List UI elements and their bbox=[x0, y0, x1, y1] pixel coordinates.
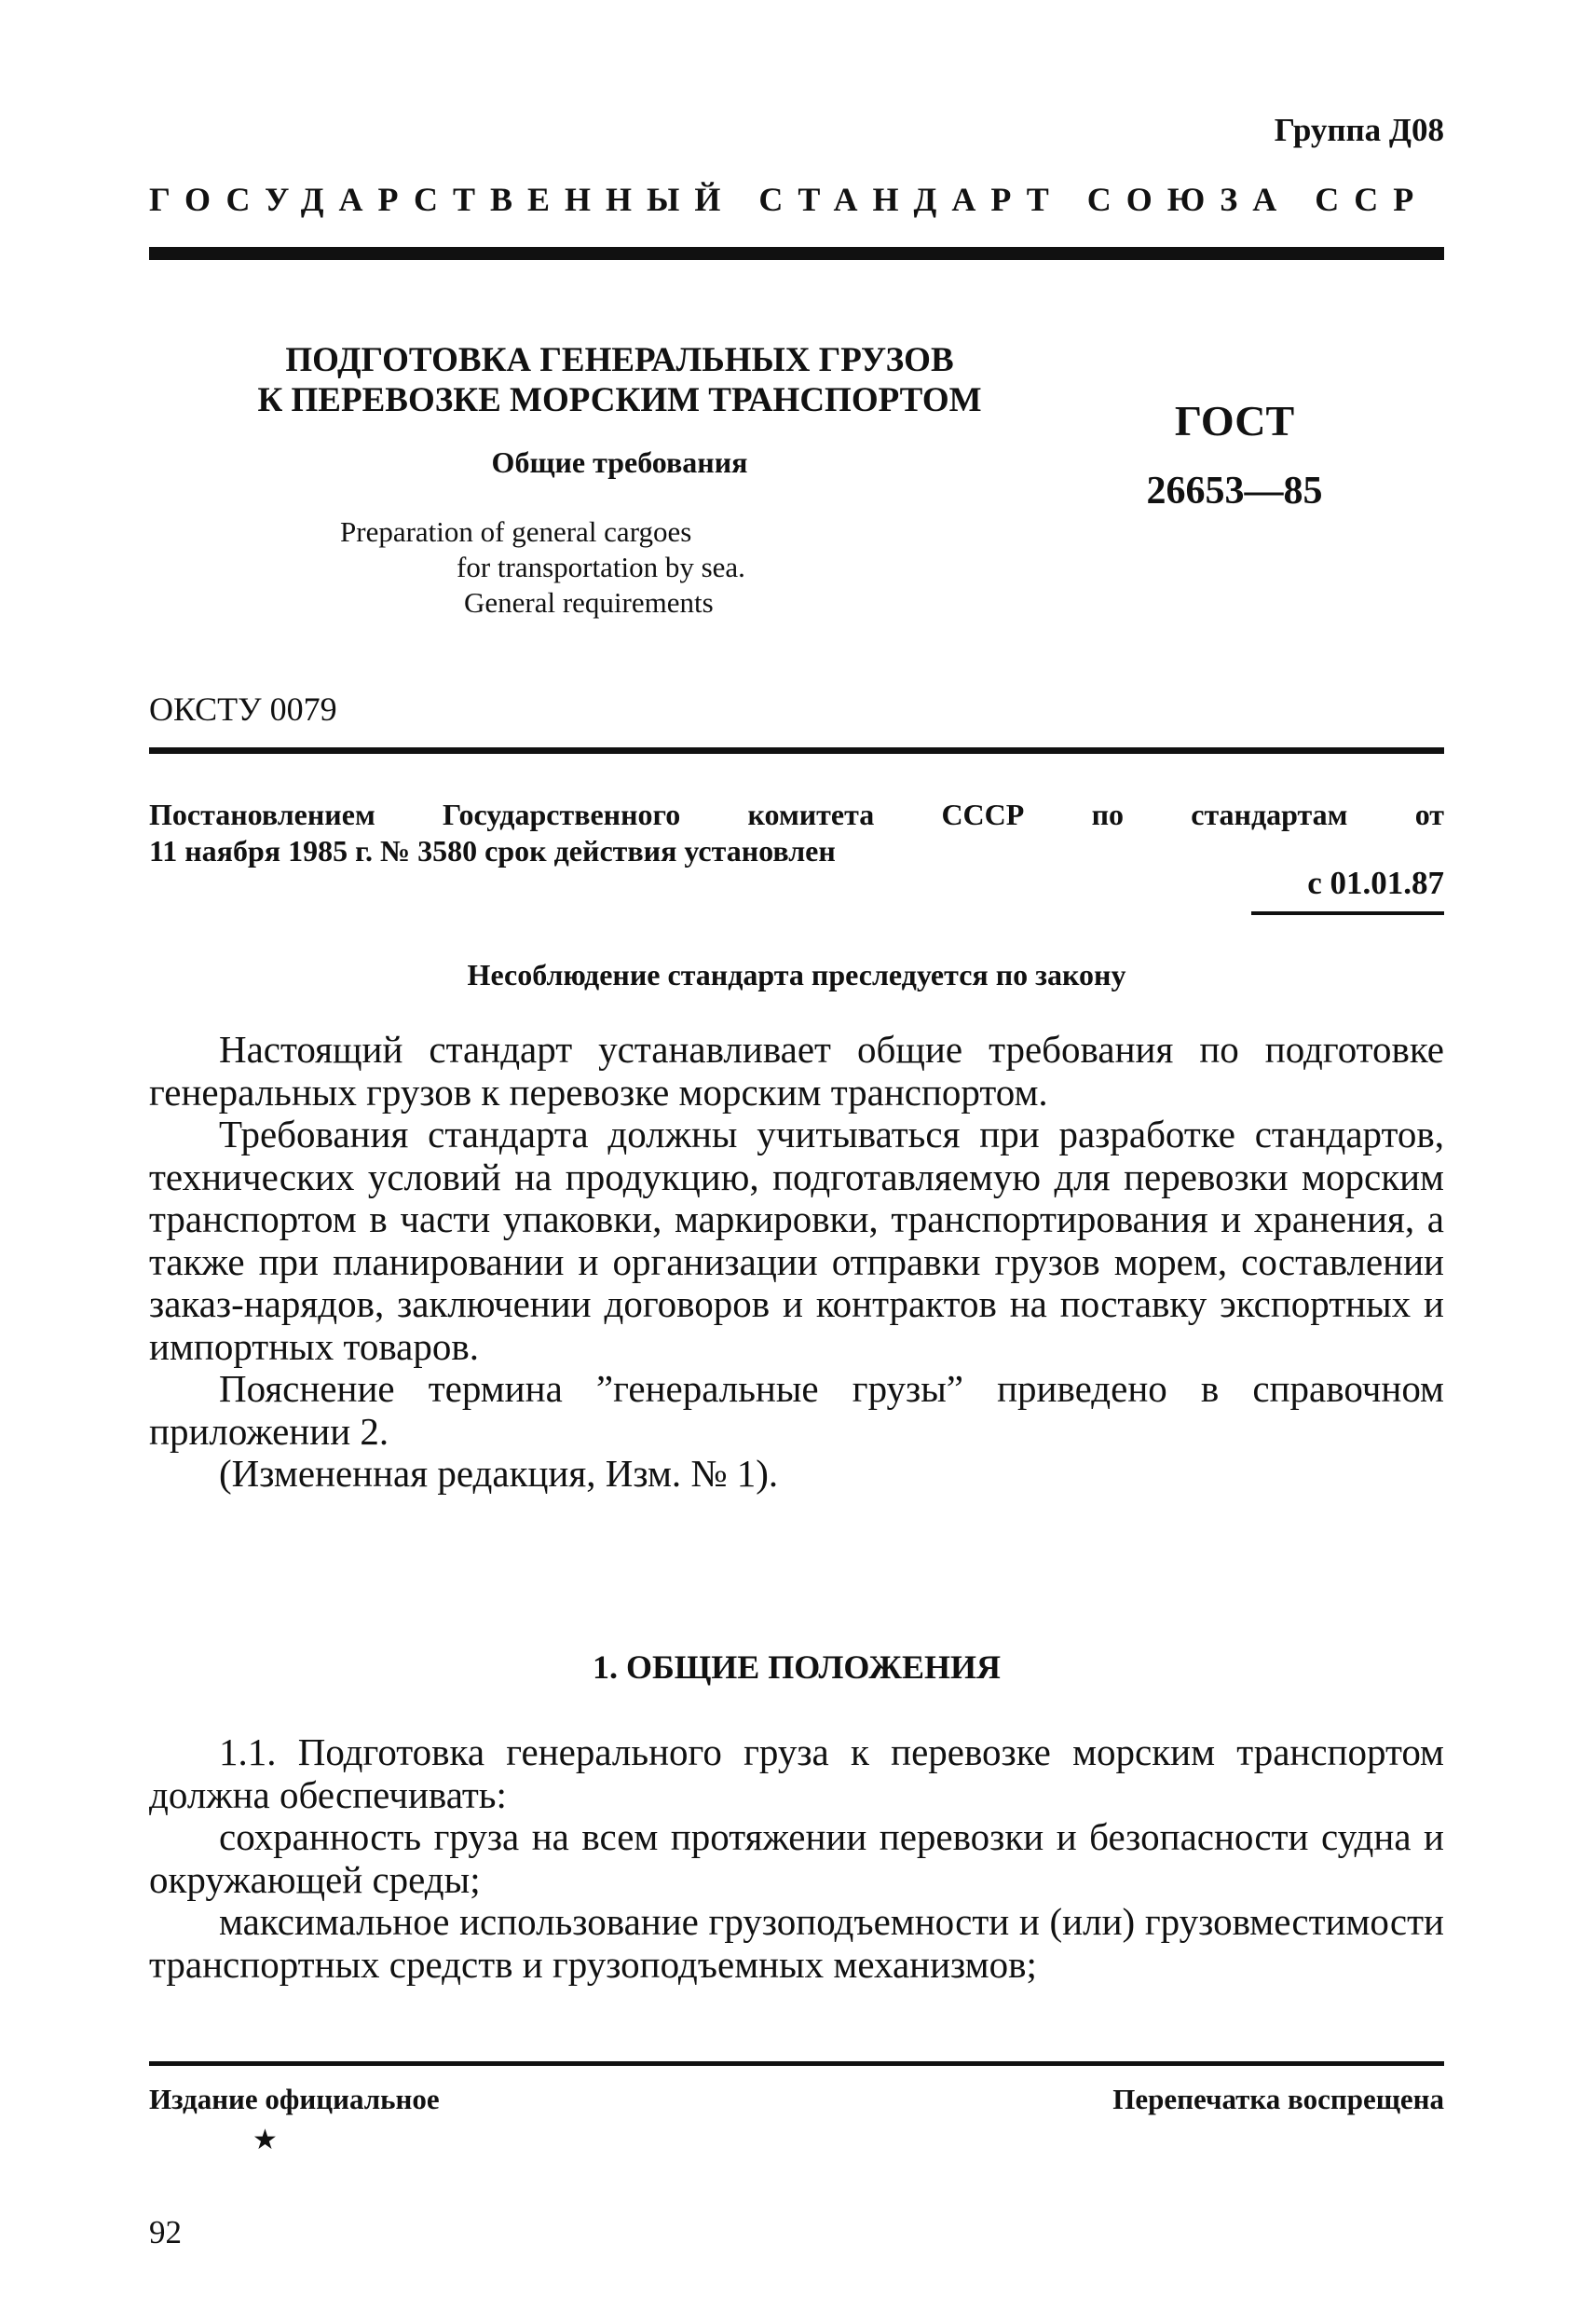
title-line-1: ПОДГОТОВКА ГЕНЕРАЛЬНЫХ ГРУЗОВ bbox=[285, 341, 954, 379]
english-title-line-3: General requirements bbox=[464, 586, 714, 619]
page-number: 92 bbox=[149, 2214, 182, 2250]
paragraph: максимальное использование грузоподъемности и (или) грузовместимости транспортных средств и грузоподъемных механизмов; bbox=[149, 1900, 1444, 1986]
group-code: Группа Д08 bbox=[1274, 112, 1444, 148]
paragraph: сохранность груза на всем протяжении перевозки и безопасности судна и окружающей среды; bbox=[149, 1815, 1444, 1901]
document-subtitle: Общие требования bbox=[491, 445, 748, 479]
section-heading: 1. ОБЩИЕ ПОЛОЖЕНИЯ bbox=[592, 1648, 1002, 1686]
legal-warning: Несоблюдение стандарта преследуется по закону bbox=[467, 958, 1126, 991]
footer-rule bbox=[149, 2061, 1444, 2066]
title-line-2: К ПЕРЕВОЗКЕ МОРСКИМ ТРАНСПОРТОМ bbox=[257, 381, 982, 419]
section-1-text bbox=[149, 1731, 1444, 1986]
star-icon: ★ bbox=[252, 2125, 278, 2155]
english-title-line-2: for transportation by sea. bbox=[457, 551, 745, 583]
intro-text bbox=[149, 1029, 1444, 1496]
paragraph: Пояснение термина ”генеральные грузы” приведено в справочном приложении 2. bbox=[149, 1367, 1444, 1453]
english-title-line-1: Preparation of general cargoes bbox=[340, 515, 692, 548]
paragraph: Настоящий стандарт устанавливает общие требования по подготовке генеральных грузов к перевозке морским транспортом. bbox=[149, 1028, 1444, 1114]
decree-line-1: Постановлением Государственного комитета СССР по стандартам от bbox=[149, 798, 1444, 831]
state-standard-banner: ГОСУДАРСТВЕННЫЙ СТАНДАРТ СОЮЗА ССР bbox=[149, 181, 1429, 218]
paragraph: Требования стандарта должны учитываться при разработке стандартов, технических условий на продукцию, подготавляемую для перевозки морским транспортом в части упаковки, маркировки, транспортирования и хранения, а также при планировании и организации отправки грузов морем, составлении заказ-нарядов, заключении договоров и контрактов на поставку экспортных и импортных товаров. bbox=[149, 1113, 1444, 1368]
edition-note: Издание официальное bbox=[149, 2083, 440, 2115]
paragraph: 1.1. Подготовка генерального груза к перевозке морским транспортом должна обеспечивать: bbox=[149, 1730, 1444, 1816]
effective-date: с 01.01.87 bbox=[1307, 865, 1444, 901]
amendment-note: (Измененная редакция, Изм. № 1). bbox=[219, 1452, 779, 1495]
oksty-code: ОКСТУ 0079 bbox=[149, 691, 337, 728]
section-rule bbox=[149, 747, 1444, 754]
reprint-note: Перепечатка воспрещена bbox=[1112, 2083, 1444, 2115]
document-title bbox=[214, 340, 1025, 420]
gost-number: 26653—85 bbox=[1146, 470, 1323, 513]
date-underline bbox=[1251, 911, 1444, 915]
gost-label: ГОСТ bbox=[1174, 397, 1295, 444]
decree-line-2: 11 наября 1985 г. № 3580 срок действия установлен bbox=[149, 834, 836, 868]
header-rule bbox=[149, 247, 1444, 260]
